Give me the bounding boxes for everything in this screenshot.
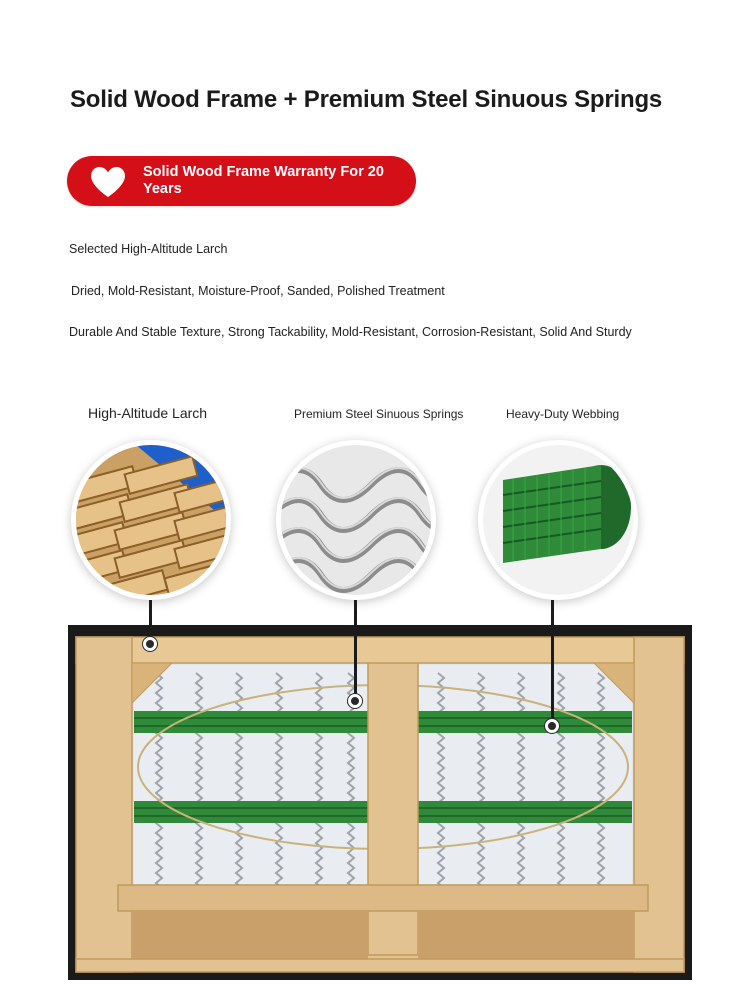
- heart-icon: [89, 166, 127, 198]
- callout-label-larch: High-Altitude Larch: [88, 405, 208, 421]
- callout-dot-larch: [143, 637, 157, 651]
- callout-label-webbing: Heavy-Duty Webbing: [506, 407, 620, 421]
- warranty-text: Solid Wood Frame Warranty For 20 Years: [143, 164, 384, 197]
- warranty-badge: [67, 156, 416, 206]
- sofa-frame-image: [68, 625, 692, 980]
- webbing-photo: [478, 440, 638, 600]
- callout-dot-springs: [348, 694, 362, 708]
- feature-line: Selected High-Altitude Larch: [69, 242, 228, 256]
- callout-label-springs: Premium Steel Sinuous Springs: [294, 407, 464, 421]
- callout-dot-webbing: [545, 719, 559, 733]
- leader-line-springs: [354, 600, 357, 701]
- larch-photo: [71, 440, 231, 600]
- leader-line-webbing: [551, 600, 554, 726]
- green-webbing-image: [483, 445, 633, 595]
- feature-line: Durable And Stable Texture, Strong Tackability, Mold-Resistant, Corrosion-Resistant, Solid And Sturdy: [69, 325, 632, 339]
- springs-photo: [276, 440, 436, 600]
- steel-springs-image: [281, 445, 431, 595]
- larch-planks-image: [76, 445, 226, 595]
- page-title: Solid Wood Frame + Premium Steel Sinuous Springs: [70, 86, 663, 113]
- feature-line: Dried, Mold-Resistant, Moisture-Proof, Sanded, Polished Treatment: [71, 284, 445, 298]
